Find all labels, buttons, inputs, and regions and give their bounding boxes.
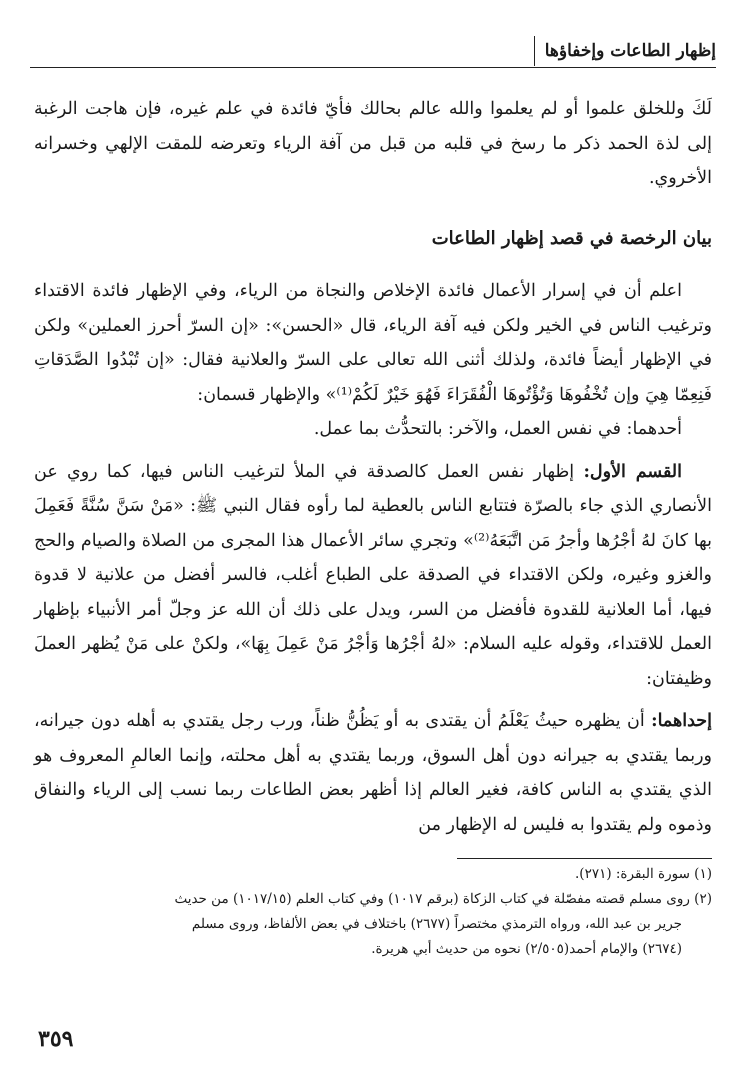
section-heading: بيان الرخصة في قصد إظهار الطاعات	[431, 227, 712, 249]
header-rule	[30, 67, 716, 68]
part-one-text: إظهار نفس العمل كالصدقة في الملأ لترغيب الناس فيها، كما روي عن الأنصاري الذي جاء بالصرّة فتتابع الناس بالعطية لما رأوه فقال النبي ﷺ: «مَنْ سَنَّ سُنَّةً فَعَمِلَ بها كانَ لهُ أجْرُها وأجرُ مَن اتَّبَعَهُ⁽²⁾» وتجري سائر الأعمال هذا المجرى من الصلاة والصيام والحج والغزو وغيره، ولكن الاقتداء في الصدقة على الطباع أغلب، فالسر أفضل من علانية لا قدوة فيها، أما العلانية للقدوة فأفضل من السر، ويدل على ذلك أن الله عز وجلّ أمر الأنبياء بإظهار العمل للاقتداء، وقوله عليه السلام: «لهُ أجْرُها وَأجْرُ مَنْ عَمِلَ بِهَا»، ولكنْ على مَنْ يُظهر العملَ وظيفتان:	[34, 461, 712, 689]
footnote-2-cont-1: جرير بن عبد الله، ورواه الترمذي مختصراً (٢٦٧٧) باختلاف في بعض الألفاظ، وروى مسلم	[191, 916, 682, 932]
main-text	[34, 92, 712, 842]
footnote-2: (٢) روى مسلم قصته مفصّلة في كتاب الزكاة (برقم ١٠١٧) وفي كتاب العلم (١٠١٧/١٥) من حديث	[174, 891, 712, 907]
footnotes	[34, 862, 712, 962]
paragraph-1: اعلم أن في إسرار الأعمال فائدة الإخلاص والنجاة من الرياء، وفي الإظهار فائدة الاقتداء وترغيب الناس في الخير ولكن فيه آفة الرياء، قال «الحسن»: «إن السرّ أحرز العملين» ولكن في الإظهار أيضاً فائدة، ولذلك أثنى الله تعالى على السرّ والعلانية فقال: «إن تُبْدُوا الصَّدَقاتِ فَنِعِمّا هِيَ وإن تُخْفُوهَا وَتُؤْتُوهَا الْفُقَرَاءَ فَهُوَ خَيْرٌ لَكُمْ⁽¹⁾» والإظهار قسمان:	[34, 281, 712, 405]
part-one-label: القسم الأول:	[583, 461, 682, 482]
footnote-rule	[457, 858, 712, 859]
first-duty-text: أن يظهره حيثُ يَعْلَمُ أن يقتدى به أو يَظُنُّ ظناً، ورب رجل يقتدي به أهله دون جيرانه، وربما يقتدي به جيرانه دون أهل السوق، وربما يقتدي به أهل محلته، وإنما العالمِ المعروف هو الذي يقتدي به الناس كافة، فغير العالم إذا أظهر بعض الطاعات ربما نسب إلى الرياء والنفاق وذموه ولم يقتدوا به فليس له الإظهار من	[34, 711, 712, 835]
footnote-1: (١) سورة البقرة: (٢٧١).	[575, 866, 712, 882]
first-duty-paragraph	[34, 704, 712, 842]
footnote-2-cont-2: (٢٦٧٤) والإمام أحمد(٢/٥٠٥) نحوه من حديث أبي هريرة.	[371, 941, 682, 957]
intro-paragraph: لَكَ وللخلق علموا أو لم يعلموا والله عالم بحالك فأيّ فائدة في علم غيره، فإن هاجت الرغبة إلى لذة الحمد ذكر ما رسخ في قلبه من قبل من آفة الرياء وتعرضه للمقت الإلهي وخسرانه الأخروي.	[34, 99, 712, 188]
running-head: إظهار الطاعات وإخفاؤها	[534, 36, 716, 66]
two-parts-line: أحدهما: في نفس العمل، والآخر: بالتحدُّث بما عمل.	[313, 419, 682, 439]
page-number: ٣٥٩	[38, 1026, 74, 1052]
part-one-paragraph	[34, 455, 712, 697]
first-duty-label: إحداهما:	[651, 711, 712, 731]
